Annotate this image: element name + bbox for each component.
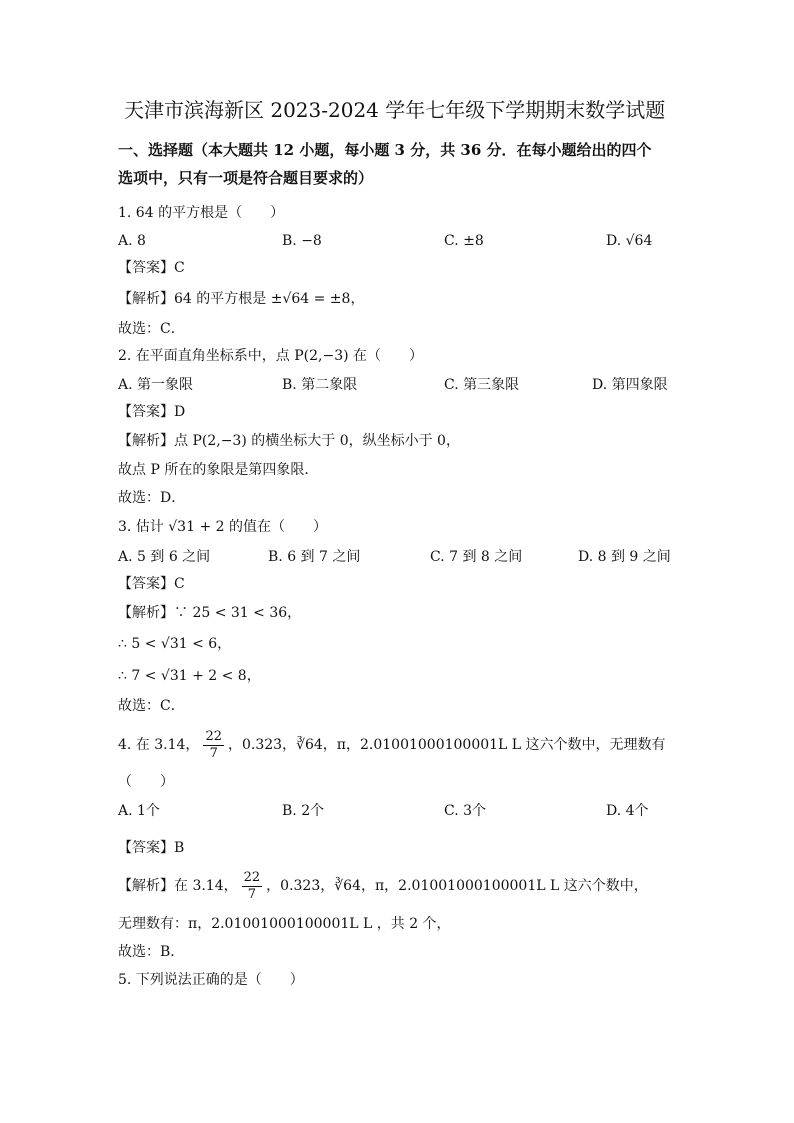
q4-analysis-line-3: 故选：B． xyxy=(118,944,185,960)
section-heading-line-2: 选项中，只有一项是符合题目要求的） xyxy=(118,169,374,187)
q2-option-c: C. 第三象限 xyxy=(444,377,520,393)
q4-stem-prefix: 4. 在 3.14， xyxy=(118,737,200,753)
document-title: 天津市滨海新区 2023-2024 学年七年级下学期期末数学试题 xyxy=(124,98,666,122)
q4-stem-line-2: （ ） xyxy=(118,774,174,790)
q3-option-b: B. 6 到 7 之间 xyxy=(268,549,361,565)
question-1-stem: 1. 64 的平方根是（ ） xyxy=(118,205,285,221)
q1-analysis-line-2: 故选：C． xyxy=(118,321,185,337)
q2-answer: 【答案】D xyxy=(118,404,186,420)
q1-option-a: A. 8 xyxy=(118,233,146,249)
q1-option-c: C. ±8 xyxy=(444,233,484,249)
q4-option-a: A. 1个 xyxy=(118,803,160,819)
q3-answer: 【答案】C xyxy=(118,576,185,592)
question-3-stem: 3. 估计 √31 + 2 的值在（ ） xyxy=(118,519,327,535)
q2-option-a: A. 第一象限 xyxy=(118,377,194,393)
q2-analysis-line-1: 【解析】点 P(2,−3) 的横坐标大于 0，纵坐标小于 0， xyxy=(118,433,460,449)
q4-analysis-suffix: ，0.323̇，∛64，π，2.01001000100001L L 这六个数中， xyxy=(266,878,648,894)
q1-option-b: B. −8 xyxy=(282,233,322,249)
q2-analysis-line-3: 故选：D． xyxy=(118,490,186,506)
question-4-stem xyxy=(118,725,666,765)
question-2-stem: 2. 在平面直角坐标系中，点 P(2,−3) 在（ ） xyxy=(118,348,424,364)
q2-analysis-line-2: 故点 P 所在的象限是第四象限． xyxy=(118,462,319,478)
q1-answer: 【答案】C xyxy=(118,260,185,276)
q3-analysis-line-4: 故选：C． xyxy=(118,698,185,714)
question-5-stem: 5. 下列说法正确的是（ ） xyxy=(118,972,304,988)
q4-analysis-prefix: 【解析】在 3.14， xyxy=(118,878,238,894)
q3-analysis-line-1: 【解析】∵ 25 < 31 < 36， xyxy=(118,605,302,621)
q4-analysis-fraction xyxy=(242,870,263,903)
q4-answer: 【答案】B xyxy=(118,840,185,856)
q2-option-d: D. 第四象限 xyxy=(592,377,668,393)
q3-analysis-line-3: ∴ 7 < √31 + 2 < 8， xyxy=(118,668,261,684)
q4-analysis-line-2: 无理数有：π，2.01001000100001L L ，共 2 个， xyxy=(118,916,451,932)
q4-analysis-fraction-numerator: 22 xyxy=(243,869,261,885)
q4-option-c: C. 3个 xyxy=(444,803,487,819)
q4-fraction xyxy=(203,729,224,762)
q1-analysis-line-1: 【解析】64 的平方根是 ±√64 = ±8， xyxy=(118,291,365,307)
q4-fraction-denominator: 7 xyxy=(209,745,218,761)
q4-analysis-line-1 xyxy=(118,866,648,906)
q4-analysis-fraction-denominator: 7 xyxy=(247,886,257,902)
q3-option-c: C. 7 到 8 之间 xyxy=(430,549,523,565)
section-heading-line-1: 一、选择题（本大题共 12 小题，每小题 3 分，共 36 分．在每小题给出的四个 xyxy=(118,141,652,159)
q3-analysis-line-2: ∴ 5 < √31 < 6， xyxy=(118,636,232,652)
q3-option-d: D. 8 到 9 之间 xyxy=(578,549,671,565)
q4-option-b: B. 2个 xyxy=(282,803,325,819)
q4-option-d: D. 4个 xyxy=(606,803,649,819)
q4-fraction-numerator: 22 xyxy=(205,728,222,744)
q4-stem-suffix: ，0.323̇，∛64，π，2.01001000100001L L 这六个数中，无理数有 xyxy=(227,737,666,753)
q2-option-b: B. 第二象限 xyxy=(282,377,358,393)
q1-option-d: D. √64 xyxy=(606,233,653,249)
q3-option-a: A. 5 到 6 之间 xyxy=(118,549,211,565)
